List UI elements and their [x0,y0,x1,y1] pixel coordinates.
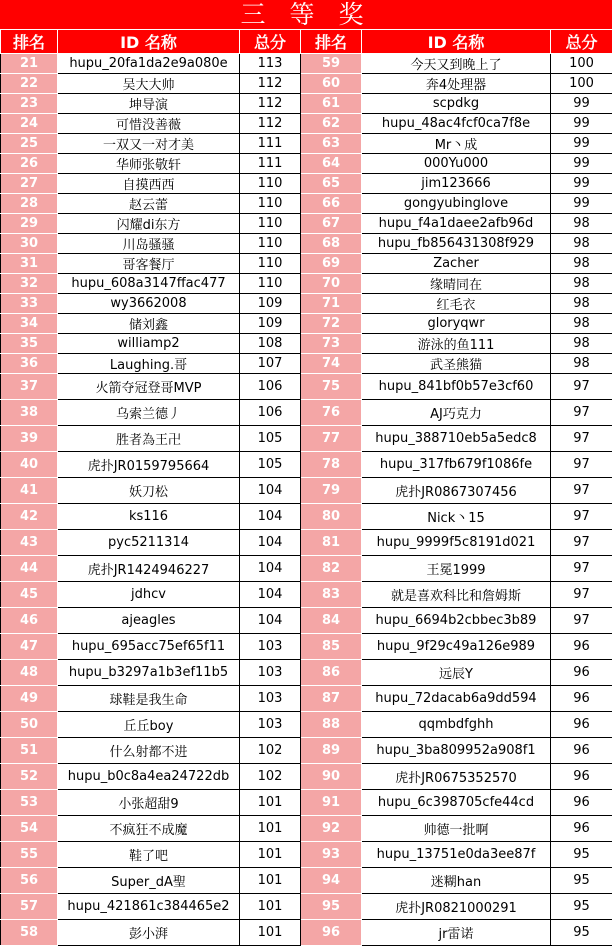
id-cell: hupu_841bf0b57e3cf60 [362,374,551,400]
id-cell: 胜者為王卍 [58,426,240,452]
score-cell: 101 [240,920,301,946]
score-cell: 102 [240,738,301,764]
rank-cell: 77 [301,426,362,452]
table-row [1,452,612,478]
score-cell: 100 [551,54,612,74]
rank-cell: 46 [1,608,58,634]
rank-cell: 59 [301,54,362,74]
score-cell: 97 [551,504,612,530]
score-cell: 101 [240,790,301,816]
table-row [1,334,612,354]
score-cell: 96 [551,738,612,764]
id-cell: hupu_6694b2cbbec3b89 [362,608,551,634]
score-cell: 112 [240,94,301,114]
id-cell: wy3662008 [58,294,240,314]
id-cell: 不疯狂不成魔 [58,816,240,842]
score-cell: 98 [551,214,612,234]
rank-cell: 42 [1,504,58,530]
rank-cell: 68 [301,234,362,254]
score-cell: 104 [240,478,301,504]
id-cell: hupu_b3297a1b3ef11b5 [58,660,240,686]
score-cell: 104 [240,530,301,556]
id-cell: 000Yu000 [362,154,551,174]
score-cell: 99 [551,114,612,134]
score-cell: 98 [551,274,612,294]
id-cell: 吴大大帅 [58,74,240,94]
rank-cell: 65 [301,174,362,194]
rank-cell: 47 [1,634,58,660]
id-cell: 丘丘boy [58,712,240,738]
rank-cell: 63 [301,134,362,154]
rank-cell: 45 [1,582,58,608]
score-cell: 96 [551,634,612,660]
id-cell: 彭小湃 [58,920,240,946]
header-rank: 排名 [1,30,58,54]
score-cell: 110 [240,234,301,254]
rank-cell: 95 [301,894,362,920]
id-cell: 鞋了吧 [58,842,240,868]
rank-cell: 57 [1,894,58,920]
id-cell: 火箭夺冠登哥MVP [58,374,240,400]
table-row [1,154,612,174]
score-cell: 95 [551,842,612,868]
score-cell: 110 [240,214,301,234]
table-row [1,194,612,214]
rank-cell: 28 [1,194,58,214]
score-cell: 104 [240,504,301,530]
id-cell: hupu_695acc75ef65f11 [58,634,240,660]
score-cell: 110 [240,274,301,294]
table-row [1,634,612,660]
id-cell: 红毛衣 [362,294,551,314]
score-cell: 99 [551,154,612,174]
table-row [1,868,612,894]
rank-cell: 82 [301,556,362,582]
id-cell: AJ巧克力 [362,400,551,426]
id-cell: hupu_9f29c49a126e989 [362,634,551,660]
rank-cell: 26 [1,154,58,174]
id-cell: hupu_f4a1daee2afb96d [362,214,551,234]
rank-cell: 39 [1,426,58,452]
id-cell: 哥客餐厅 [58,254,240,274]
id-cell: Mr丶成 [362,134,551,154]
id-cell: 乌索兰德丿 [58,400,240,426]
id-cell: gongyubinglove [362,194,551,214]
score-cell: 101 [240,868,301,894]
score-cell: 101 [240,842,301,868]
table-row [1,114,612,134]
rank-cell: 51 [1,738,58,764]
table-row [1,214,612,234]
id-cell: Zacher [362,254,551,274]
id-cell: williamp2 [58,334,240,354]
score-cell: 104 [240,608,301,634]
rank-cell: 94 [301,868,362,894]
rank-cell: 78 [301,452,362,478]
id-cell: hupu_421861c384465e2 [58,894,240,920]
rank-cell: 62 [301,114,362,134]
rank-cell: 93 [301,842,362,868]
rank-cell: 61 [301,94,362,114]
rank-cell: 53 [1,790,58,816]
id-cell: Laughing.哥 [58,354,240,374]
ranking-table [0,29,612,946]
id-cell: hupu_6c398705cfe44cd [362,790,551,816]
id-cell: 今天又到晚上了 [362,54,551,74]
score-cell: 98 [551,354,612,374]
rank-cell: 88 [301,712,362,738]
id-cell: ks116 [58,504,240,530]
rank-cell: 91 [301,790,362,816]
id-cell: hupu_48ac4fcf0ca7f8e [362,114,551,134]
id-cell: 缘晴同在 [362,274,551,294]
id-cell: 虎扑JR1424946227 [58,556,240,582]
rank-cell: 23 [1,94,58,114]
id-cell: hupu_72dacab6a9dd594 [362,686,551,712]
score-cell: 96 [551,816,612,842]
score-cell: 98 [551,334,612,354]
score-cell: 97 [551,530,612,556]
id-cell: 球鞋是我生命 [58,686,240,712]
table-row [1,400,612,426]
rank-cell: 66 [301,194,362,214]
score-cell: 96 [551,686,612,712]
score-cell: 98 [551,234,612,254]
rank-cell: 48 [1,660,58,686]
sheet-title: 三 等 奖 [0,0,612,29]
rank-cell: 69 [301,254,362,274]
table-row [1,608,612,634]
id-cell: ajeagles [58,608,240,634]
id-cell: 什么射都不进 [58,738,240,764]
score-cell: 109 [240,294,301,314]
score-cell: 106 [240,374,301,400]
score-cell: 97 [551,452,612,478]
header-row [1,30,612,54]
header-score: 总分 [240,30,301,54]
rank-cell: 32 [1,274,58,294]
rank-cell: 54 [1,816,58,842]
rank-cell: 85 [301,634,362,660]
score-cell: 103 [240,660,301,686]
table-row [1,712,612,738]
id-cell: 妖刀松 [58,478,240,504]
table-row [1,842,612,868]
score-cell: 103 [240,634,301,660]
rank-cell: 25 [1,134,58,154]
rank-cell: 90 [301,764,362,790]
id-cell: 自摸西西 [58,174,240,194]
header-id: ID 名称 [362,30,551,54]
rank-cell: 70 [301,274,362,294]
score-cell: 95 [551,920,612,946]
table-row [1,54,612,74]
rank-cell: 58 [1,920,58,946]
table-row [1,354,612,374]
table-row [1,254,612,274]
score-cell: 96 [551,712,612,738]
table-row [1,174,612,194]
rank-cell: 49 [1,686,58,712]
id-cell: 闪耀di东方 [58,214,240,234]
rank-cell: 38 [1,400,58,426]
score-cell: 103 [240,712,301,738]
id-cell: 虎扑JR0159795664 [58,452,240,478]
id-cell: 游泳的鱼111 [362,334,551,354]
score-cell: 102 [240,764,301,790]
rank-cell: 44 [1,556,58,582]
id-cell: 远辰Y [362,660,551,686]
id-cell: qqmbdfghh [362,712,551,738]
id-cell: hupu_3ba809952a908f1 [362,738,551,764]
score-cell: 96 [551,790,612,816]
score-cell: 104 [240,582,301,608]
id-cell: hupu_608a3147ffac477 [58,274,240,294]
id-cell: scpdkg [362,94,551,114]
rank-cell: 35 [1,334,58,354]
id-cell: 小张超甜9 [58,790,240,816]
score-cell: 97 [551,426,612,452]
id-cell: jim123666 [362,174,551,194]
score-cell: 97 [551,478,612,504]
table-row [1,660,612,686]
id-cell: hupu_13751e0da3ee87f [362,842,551,868]
score-cell: 111 [240,154,301,174]
id-cell: 虎扑JR0821000291 [362,894,551,920]
table-row [1,816,612,842]
header-id: ID 名称 [58,30,240,54]
score-cell: 103 [240,686,301,712]
table-row [1,738,612,764]
score-cell: 106 [240,400,301,426]
id-cell: 迷糊han [362,868,551,894]
table-row [1,374,612,400]
score-cell: 99 [551,134,612,154]
id-cell: hupu_fb856431308f929 [362,234,551,254]
table-row [1,894,612,920]
rank-cell: 64 [301,154,362,174]
score-cell: 110 [240,174,301,194]
rank-cell: 87 [301,686,362,712]
table-row [1,530,612,556]
table-row [1,686,612,712]
id-cell: jdhcv [58,582,240,608]
rank-cell: 21 [1,54,58,74]
rank-cell: 29 [1,214,58,234]
score-cell: 112 [240,114,301,134]
table-row [1,920,612,946]
rank-cell: 30 [1,234,58,254]
score-cell: 111 [240,134,301,154]
score-cell: 104 [240,556,301,582]
table-row [1,294,612,314]
rank-cell: 71 [301,294,362,314]
id-cell: hupu_9999f5c8191d021 [362,530,551,556]
id-cell: 帅德一批啊 [362,816,551,842]
score-cell: 98 [551,294,612,314]
id-cell: hupu_388710eb5a5edc8 [362,426,551,452]
rank-cell: 34 [1,314,58,334]
score-cell: 96 [551,764,612,790]
id-cell: 华师张敬轩 [58,154,240,174]
table-row [1,504,612,530]
score-cell: 105 [240,426,301,452]
rank-cell: 84 [301,608,362,634]
rank-cell: 79 [301,478,362,504]
score-cell: 110 [240,194,301,214]
table-row [1,426,612,452]
header-rank: 排名 [301,30,362,54]
score-cell: 97 [551,608,612,634]
score-cell: 99 [551,174,612,194]
score-cell: 101 [240,816,301,842]
rank-cell: 52 [1,764,58,790]
score-cell: 99 [551,194,612,214]
id-cell: Nick丶15 [362,504,551,530]
rank-cell: 55 [1,842,58,868]
score-cell: 105 [240,452,301,478]
table-row [1,582,612,608]
rank-cell: 41 [1,478,58,504]
rank-cell: 86 [301,660,362,686]
score-cell: 97 [551,582,612,608]
rank-cell: 24 [1,114,58,134]
rank-cell: 60 [301,74,362,94]
rank-cell: 43 [1,530,58,556]
rank-cell: 75 [301,374,362,400]
rank-cell: 83 [301,582,362,608]
rank-cell: 80 [301,504,362,530]
id-cell: 一双又一对才美 [58,134,240,154]
header-score: 总分 [551,30,612,54]
score-cell: 113 [240,54,301,74]
table-row [1,234,612,254]
id-cell: 可惜没善薇 [58,114,240,134]
table-row [1,314,612,334]
score-cell: 108 [240,334,301,354]
id-cell: 虎扑JR0675352570 [362,764,551,790]
score-cell: 97 [551,374,612,400]
rank-cell: 27 [1,174,58,194]
id-cell: hupu_b0c8a4ea24722db [58,764,240,790]
table-row [1,74,612,94]
table-row [1,478,612,504]
table-row [1,556,612,582]
id-cell: 坤导演 [58,94,240,114]
id-cell: Super_dA聖 [58,868,240,894]
rank-cell: 96 [301,920,362,946]
score-cell: 110 [240,254,301,274]
score-cell: 101 [240,894,301,920]
rank-cell: 56 [1,868,58,894]
score-cell: 107 [240,354,301,374]
rank-cell: 81 [301,530,362,556]
score-cell: 100 [551,74,612,94]
rank-cell: 92 [301,816,362,842]
id-cell: 川岛骚骚 [58,234,240,254]
score-cell: 97 [551,400,612,426]
id-cell: hupu_317fb679f1086fe [362,452,551,478]
rank-cell: 31 [1,254,58,274]
id-cell: 王冕1999 [362,556,551,582]
table-row [1,764,612,790]
score-cell: 95 [551,894,612,920]
score-cell: 109 [240,314,301,334]
id-cell: gloryqwr [362,314,551,334]
rank-cell: 33 [1,294,58,314]
id-cell: 储刘鑫 [58,314,240,334]
rank-cell: 72 [301,314,362,334]
rank-cell: 40 [1,452,58,478]
score-cell: 97 [551,556,612,582]
id-cell: hupu_20fa1da2e9a080e [58,54,240,74]
score-cell: 95 [551,868,612,894]
id-cell: 武圣熊猫 [362,354,551,374]
rank-cell: 22 [1,74,58,94]
id-cell: 赵云蕾 [58,194,240,214]
score-cell: 98 [551,314,612,334]
table-row [1,134,612,154]
rank-cell: 67 [301,214,362,234]
rank-cell: 73 [301,334,362,354]
rank-cell: 89 [301,738,362,764]
rank-cell: 76 [301,400,362,426]
table-row [1,790,612,816]
id-cell: 就是喜欢科比和詹姆斯 [362,582,551,608]
table-row [1,274,612,294]
table-row [1,94,612,114]
score-cell: 98 [551,254,612,274]
id-cell: 虎扑JR0867307456 [362,478,551,504]
id-cell: jr雷诺 [362,920,551,946]
score-cell: 99 [551,94,612,114]
rank-cell: 37 [1,374,58,400]
score-cell: 96 [551,660,612,686]
rank-cell: 50 [1,712,58,738]
rank-cell: 74 [301,354,362,374]
id-cell: 奔4处理器 [362,74,551,94]
id-cell: pyc5211314 [58,530,240,556]
rank-cell: 36 [1,354,58,374]
score-cell: 112 [240,74,301,94]
